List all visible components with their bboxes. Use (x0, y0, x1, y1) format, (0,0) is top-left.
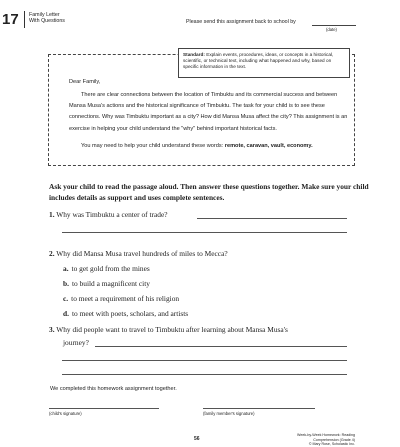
option-d[interactable] (63, 309, 188, 318)
answer-line[interactable] (197, 218, 347, 219)
question-1-number: 1. (49, 210, 55, 219)
answer-line[interactable] (62, 374, 347, 375)
date-caption: (date) (326, 27, 337, 32)
standard-text: Explain events, procedures, ideas, or concepts in a historical, scientific, or technical text, including what happened and why, based on specific information in the text. (183, 52, 334, 69)
option-text: to get gold from the mines (71, 264, 150, 273)
letter-body: There are clear connections between the location of Timbuktu and its commercial success and between Mansa Musa's actions and the historical significance of Timbuktu. The task for your child is to see these connections. Why was Timbuktu important as a city? How did Mansa Musa affect the city? This assignment is an exercise in helping your child understand the "why" behind important historical facts. (69, 92, 348, 132)
option-text: to meet with poets, scholars, and artists (71, 309, 189, 318)
option-text: to meet a requirement of his religion (71, 294, 180, 303)
question-2 (49, 249, 228, 258)
child-signature-caption: (child's signature) (49, 411, 82, 416)
option-letter: d. (63, 309, 69, 318)
question-3-continued: journey? (63, 338, 89, 347)
standard-box (178, 48, 350, 78)
question-3 (49, 325, 288, 334)
family-signature-caption: (family member's signature) (203, 411, 255, 416)
answer-line[interactable] (95, 346, 347, 347)
footer-page-number: 56 (194, 436, 200, 442)
date-line (312, 25, 356, 26)
child-signature-line[interactable] (49, 408, 159, 409)
send-back-text: Please send this assignment back to school by (186, 19, 296, 25)
family-signature-line[interactable] (203, 408, 315, 409)
option-c[interactable] (63, 294, 179, 303)
option-a[interactable] (63, 264, 150, 273)
option-letter: c. (63, 294, 69, 303)
page-number: 17 (2, 11, 19, 28)
option-letter: a. (63, 264, 69, 273)
letter-greeting: Dear Family, (69, 79, 101, 85)
question-1-text: Why was Timbuktu a center of trade? (56, 210, 168, 219)
letter-words (81, 143, 313, 149)
credit-line-1: Week-by-Week Homework: Reading Comprehension (Grade 4) (297, 433, 355, 442)
answer-line[interactable] (62, 360, 347, 361)
answer-line[interactable] (62, 232, 347, 233)
option-letter: b. (63, 279, 69, 288)
completed-statement: We completed this homework assignment together. (50, 386, 177, 392)
standard-label: Standard: (183, 52, 205, 57)
option-text: to build a magnificent city (71, 279, 150, 288)
header-label (29, 12, 65, 25)
credit-line-2: © Mary Rose, Scholastic Inc. (308, 442, 355, 447)
instructions: Ask your child to read the passage aloud. Then answer these questions together. Make sure your child includes details as support and uses complete sentences. (49, 182, 369, 202)
letter-words-intro: You may need to help your child understand these words: (81, 143, 224, 149)
option-b[interactable] (63, 279, 150, 288)
question-1 (49, 210, 168, 219)
header-label-line1: Family Letter (29, 12, 60, 18)
vocabulary-words: remote, caravan, vault, economy. (224, 143, 313, 149)
header-divider (24, 11, 25, 28)
question-3-number: 3. (49, 325, 55, 334)
question-2-number: 2. (49, 249, 55, 258)
header-label-line2: With Questions (29, 18, 65, 25)
question-3-text: Why did people want to travel to Timbuktu after learning about Mansa Musa's (56, 325, 288, 334)
question-2-text: Why did Mansa Musa travel hundreds of miles to Mecca? (56, 249, 228, 258)
